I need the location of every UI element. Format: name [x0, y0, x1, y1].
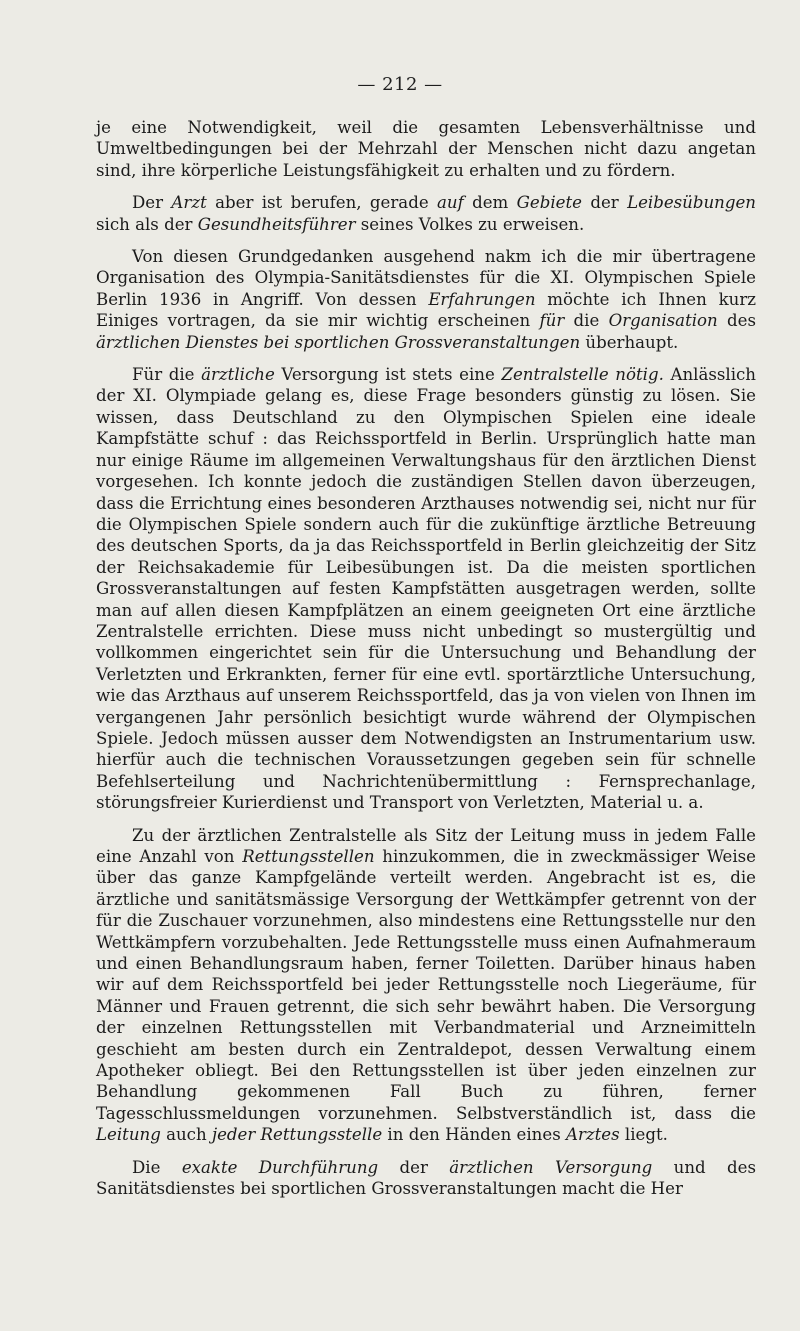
italic-text-run: Gebiete [516, 193, 582, 213]
text-run: Der [132, 193, 172, 213]
text-run: sich als der [96, 214, 198, 234]
text-run: Anlässlich der XI. Olympiade gelang es, diese Frage besonders günstig zu lösen. Sie wissen, dass Deutschland zu den Olympischen Spielen eine ideale Kampfstätte schuf : das Reichssportfeld in Berlin. Ursprünglich hatte man nur einige Räume im allgemeinen Verwaltungshaus für den ärztlichen Dienst vorgesehen. Ich konnte jedoch die zuständigen Stellen davon überzeugen, dass die Errichtung eines besonderen Arzthauses notwendig sei, nicht nur für die Olympischen Spiele sondern auch für die zukünftige ärztliche Betreuung des deutschen Sports, da ja das Reichssportfeld in Berlin gleichzeitig der Sitz der Reichsakademie für Leibesübungen ist. Da die meisten sportlichen Grossveranstaltungen auf festen Kampfstätten ausgetragen werden, sollte man auf allen diesen Kampfplätzen an einem geeigneten Ort eine ärztliche Zentralstelle errichten. Diese muss nicht unbedingt so mustergültig und vollkommen eingerichtet sein für die Untersuchung und Behandlung der Verletzten und Erkrankten, ferner für eine evtl. sportärztliche Untersuchung, wie das Arzthaus auf unserem Reichssportfeld, das ja von vielen von Ihnen im vergangenen Jahr persönlich besichtigt wurde während der Olympischen Spiele. Jedoch müssen ausser dem Notwendigsten an Instrumentarium usw. hierfür auch die technischen Voraussetzungen gegeben sein für schnelle Befehlserteilung und Nachrichtenübermittlung : Fernsprechanlage, störungsfreier Kurierdienst und Transport von Verletzten, Material u. a. [96, 365, 756, 813]
paragraph [96, 825, 756, 1146]
text-run: auch [160, 1125, 212, 1145]
italic-text-run: jeder Rettungsstelle [211, 1125, 383, 1145]
text-run: Für die [132, 365, 202, 385]
paragraph [96, 117, 756, 181]
italic-text-run: Arztes [565, 1125, 620, 1145]
italic-text-run: ärztlichen Versorgung [449, 1157, 653, 1177]
paragraph [96, 1157, 756, 1200]
text-run: des [717, 311, 756, 331]
italic-text-run: Leibesübungen [627, 193, 756, 213]
text-run: der [581, 193, 628, 213]
paragraph [96, 192, 756, 235]
text-run: seines Volkes zu erweisen. [355, 214, 585, 234]
text-run: der [378, 1157, 450, 1177]
text-run: aber ist berufen, gerade [206, 193, 437, 213]
italic-text-run: Erfahrungen [428, 289, 536, 309]
italic-text-run: ärztliche [201, 365, 275, 385]
text-run: möchte ich Ihnen kurz Einiges vortragen, da sie mir wichtig erscheinen [96, 289, 756, 331]
body-text [96, 117, 756, 1211]
italic-text-run: Arzt [171, 193, 207, 213]
text-run: Von diesen Grundgedanken ausgehend nakm ich die mir übertragene Organisation des Olympia-Sanitätsdienstes für die XI. Olympischen Spiele Berlin 1936 in Angriff. Von dessen [96, 247, 756, 309]
text-run: je eine Notwendigkeit, weil die gesamten Lebensverhältnisse und Umweltbedingungen bei der Mehrzahl der Menschen nicht dazu angetan sind, ihre körperliche Leistungsfähigkeit zu erhalten und zu fördern. [96, 118, 756, 180]
text-run: Versorgung ist stets eine [274, 365, 502, 385]
paragraph [96, 246, 756, 353]
text-run: in den Händen eines [382, 1125, 566, 1145]
page-number: — 212 — [357, 74, 443, 95]
text-run: und des Sanitätsdienstes bei sportlichen Grossveranstaltungen macht die Her [96, 1157, 756, 1199]
italic-text-run: Organisation [608, 311, 718, 331]
paragraph [96, 364, 756, 814]
italic-text-run: ärztlichen Dienstes bei sportlichen Grossveranstaltungen [96, 332, 581, 352]
italic-text-run: auf [437, 193, 464, 213]
italic-text-run: für [539, 311, 565, 331]
italic-text-run: Gesundheitsführer [197, 214, 356, 234]
italic-text-run: Leitung [96, 1125, 161, 1145]
text-run: hinzukommen, die in zweckmässiger Weise über das ganze Kampfgelände verteilt werden. Angebracht ist es, die ärztliche und sanitätsmässige Versorgung der Wettkämpfer getrennt von der für die Zuschauer vorzunehmen, also mindestens eine Rettungsstelle nur den Wettkämpfern vorzubehalten. Jede Rettungsstelle muss einen Aufnahmeraum und einen Behandlungsraum haben, ferner Toiletten. Darüber hinaus haben wir auf dem Reichssportfeld bei jeder Rettungsstelle noch Liegeräume, für Männer und Frauen getrennt, die sich sehr bewährt haben. Die Versorgung der einzelnen Rettungsstellen mit Verbandmaterial und Arzneimitteln geschieht am besten durch ein Zentraldepot, dessen Verwaltung einem Apotheker obliegt. Bei den Rettungsstellen ist über jeden einzelnen zur Behandlung gekommenen Fall Buch zu führen, ferner Tagesschlussmeldungen vorzunehmen. Selbstverständlich ist, dass die [96, 847, 756, 1123]
text-run: Die [132, 1157, 182, 1177]
italic-text-run: Zentralstelle nötig. [501, 365, 664, 385]
text-run: dem [463, 193, 517, 213]
text-run: Zu der ärztlichen Zentralstelle als Sitz der Leitung muss in jedem Falle eine Anzahl von [96, 825, 756, 866]
text-run: die [564, 311, 609, 331]
text-run: überhaupt. [580, 332, 679, 352]
italic-text-run: Rettungsstellen [242, 847, 375, 866]
italic-text-run: exakte Durchführung [181, 1157, 379, 1177]
text-run: liegt. [619, 1125, 668, 1145]
